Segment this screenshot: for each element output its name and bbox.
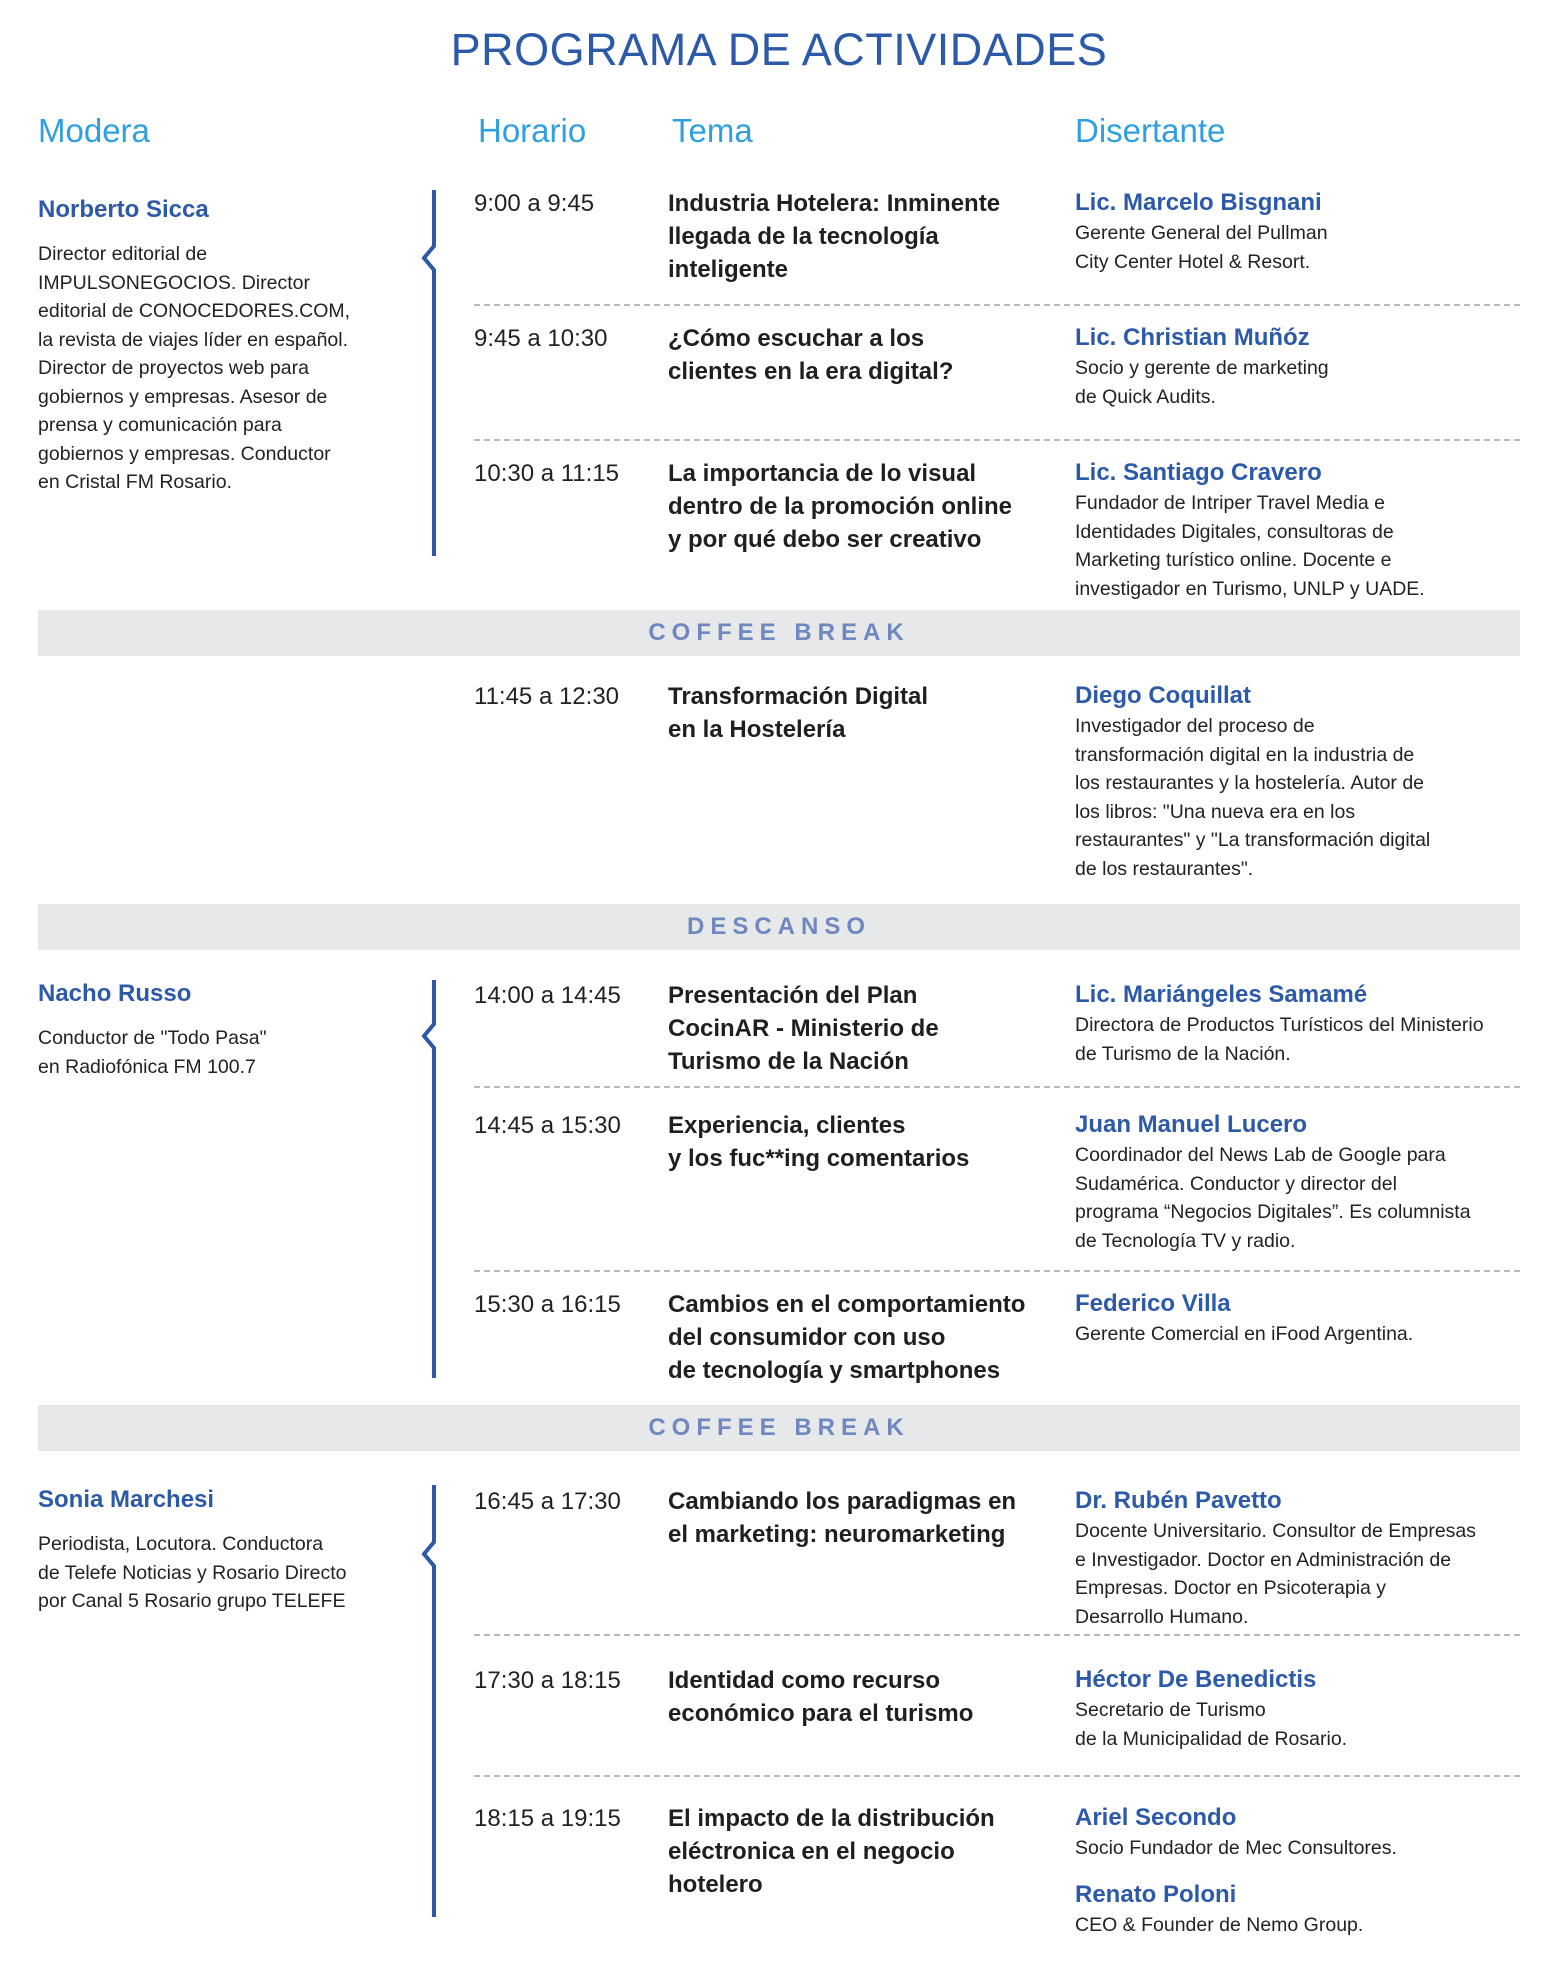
descanso-band [38,904,1520,950]
session-time: 9:45 a 10:30 [474,325,608,352]
session-topic: Identidad como recurso económico para el turismo [668,1667,974,1727]
session-time: 16:45 a 17:30 [474,1488,621,1515]
speaker-name: Renato Poloni [1075,1881,1237,1908]
speaker-name: Lic. Christian Muñóz [1075,324,1310,351]
moderator-name: Norberto Sicca [38,196,209,223]
session-time: 14:00 a 14:45 [474,982,621,1009]
moderator-description: Director editorial de IMPULSONEGOCIOS. Director editorial de CONOCEDORES.COM, la revista de viajes líder en español. Director de proyectos web para gobiernos y empresas. Asesor de prensa y comunicación para gobiernos y empresas. Conductor en Cristal FM Rosario. [38,243,351,493]
speaker-description: Socio Fundador de Mec Consultores. [1075,1837,1397,1859]
speaker-name: Ariel Secondo [1075,1804,1237,1831]
row-divider [474,1086,1520,1088]
speaker-name: Dr. Rubén Pavetto [1075,1487,1282,1514]
moderator-description: Conductor de "Todo Pasa" en Radiofónica FM 100.7 [38,1027,267,1078]
row-divider [474,439,1520,441]
moderator-bracket [420,1485,444,1917]
row-divider [474,304,1520,306]
session-topic: Experiencia, clientes y los fuc**ing comentarios [668,1112,970,1172]
session-topic: Industria Hotelera: Inminente llegada de la tecnología inteligente [668,190,1001,283]
speaker-description: Docente Universitario. Consultor de Empresas e Investigador. Doctor en Administración de Empresas. Doctor en Psicoterapia y Desarrollo Humano. [1075,1520,1477,1628]
page-title: PROGRAMA DE ACTIVIDADES [450,24,1108,75]
row-divider [474,1634,1520,1636]
row-divider [474,1775,1520,1777]
session-time: 15:30 a 16:15 [474,1291,621,1318]
session-time: 9:00 a 9:45 [474,190,595,217]
coffee-break-band [38,610,1520,656]
row-divider [474,1270,1520,1272]
speaker-name: Diego Coquillat [1075,682,1251,709]
moderator-bracket [420,980,444,1378]
coffee-break-band [38,1405,1520,1451]
coffee-break-label: COFFEE BREAK [648,1414,910,1441]
speaker-name: Juan Manuel Lucero [1075,1111,1308,1138]
session-time: 10:30 a 11:15 [474,460,620,487]
session-topic: Cambiando los paradigmas en el marketing: neuromarketing [668,1488,1017,1548]
speaker-description: Socio y gerente de marketing de Quick Audits. [1075,357,1329,408]
moderator-bracket [420,190,444,556]
coffee-break-label: COFFEE BREAK [648,619,910,646]
session-topic: ¿Cómo escuchar a los clientes en la era digital? [668,325,954,385]
speaker-description: Gerente Comercial en iFood Argentina. [1075,1323,1414,1345]
session-topic: La importancia de lo visual dentro de la promoción online y por qué debo ser creativo [668,460,1013,553]
speaker-name: Lic. Marcelo Bisgnani [1075,189,1322,216]
column-header-tema: Tema [672,112,753,149]
session-time: 11:45 a 12:30 [474,683,620,710]
speaker-description: Fundador de Intriper Travel Media e Identidades Digitales, consultoras de Marketing turístico online. Docente e investigador en Turismo, UNLP y UADE. [1075,492,1425,600]
column-header-modera: Modera [38,112,150,149]
speaker-description: Secretario de Turismo de la Municipalidad de Rosario. [1075,1699,1348,1750]
speaker-name: Lic. Mariángeles Samamé [1075,981,1368,1008]
speaker-name: Federico Villa [1075,1290,1231,1317]
column-header-disertante: Disertante [1075,112,1226,149]
speaker-description: Investigador del proceso de transformación digital en la industria de los restaurantes y la hostelería. Autor de los libros: "Una nueva era en los restaurantes" y "La transformación digital de los restaurantes". [1075,715,1431,880]
speaker-description: Coordinador del News Lab de Google para Sudamérica. Conductor y director del programa “Negocios Digitales”. Es columnista de Tecnología TV y radio. [1075,1144,1471,1252]
speaker-name: Héctor De Benedictis [1075,1666,1317,1693]
speaker-description: CEO & Founder de Nemo Group. [1075,1914,1364,1936]
speaker-description: Directora de Productos Turísticos del Ministerio de Turismo de la Nación. [1075,1014,1484,1065]
session-time: 18:15 a 19:15 [474,1805,621,1832]
session-time: 14:45 a 15:30 [474,1112,621,1139]
moderator-name: Nacho Russo [38,980,192,1007]
moderator-name: Sonia Marchesi [38,1486,215,1513]
session-time: 17:30 a 18:15 [474,1667,621,1694]
moderator-description: Periodista, Locutora. Conductora de Telefe Noticias y Rosario Directo por Canal 5 Rosario grupo TELEFE [38,1533,347,1612]
session-topic: El impacto de la distribución eléctronica en el negocio hotelero [668,1805,995,1898]
descanso-label: DESCANSO [686,913,872,940]
column-header-horario: Horario [478,112,587,149]
session-topic: Transformación Digital en la Hostelería [668,683,929,743]
session-topic: Cambios en el comportamiento del consumidor con uso de tecnología y smartphones [668,1291,1026,1384]
speaker-description: Gerente General del Pullman City Center Hotel & Resort. [1075,222,1328,273]
session-topic: Presentación del Plan CocinAR - Ministerio de Turismo de la Nación [668,982,939,1075]
speaker-name: Lic. Santiago Cravero [1075,459,1322,486]
